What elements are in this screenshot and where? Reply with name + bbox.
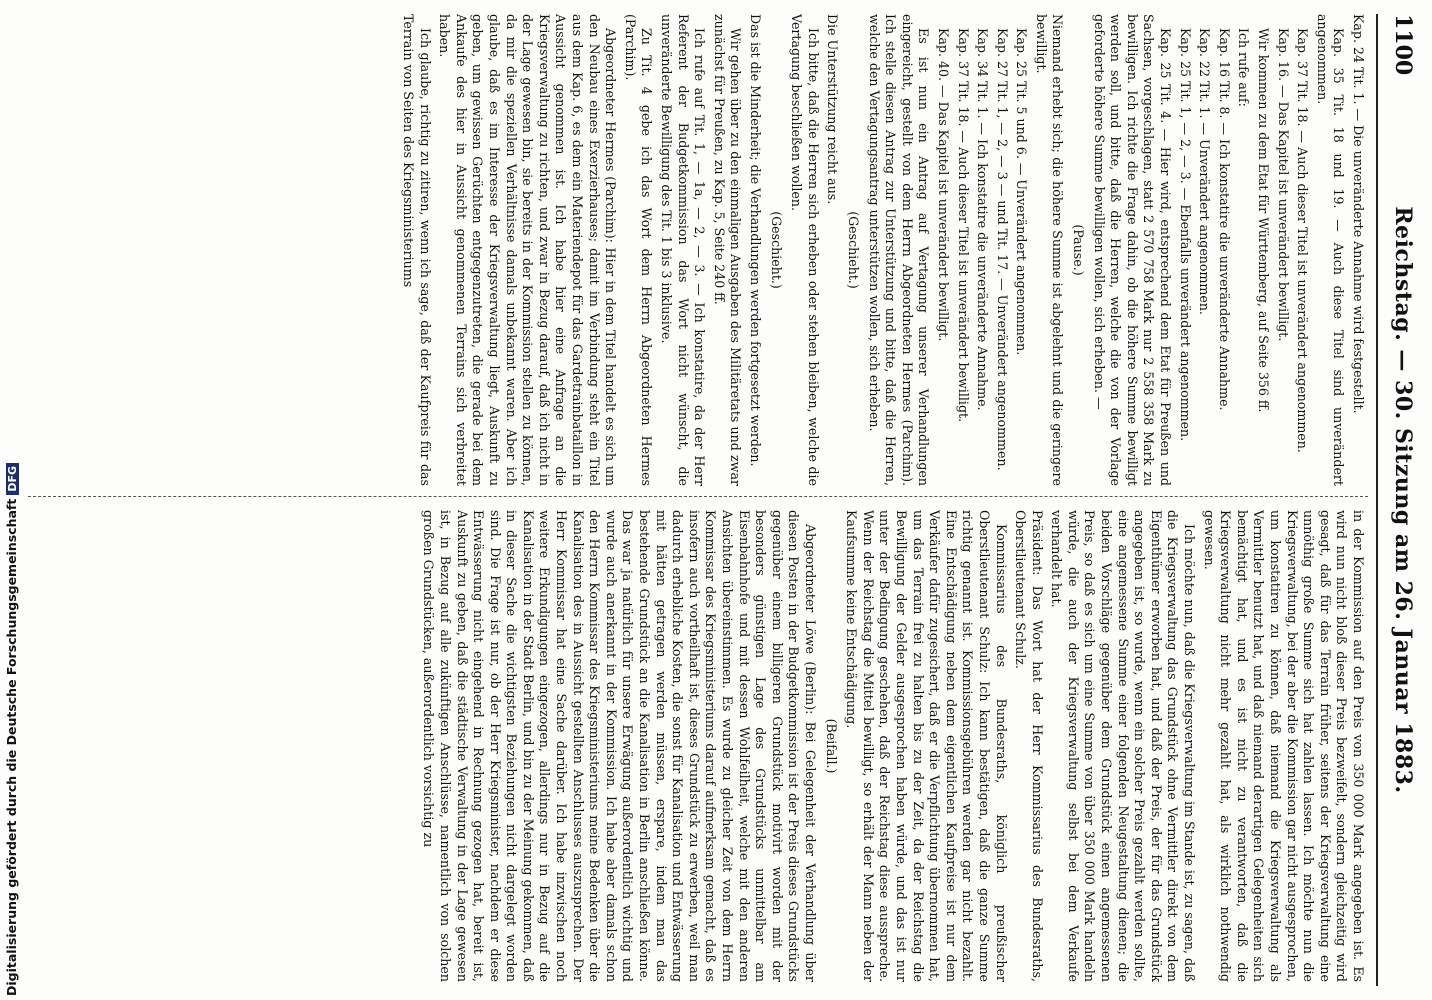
paragraph: Kap. 25 Tit. 1, — 2, — 3. — Ebenfalls unverändert angenommen.	[1177, 28, 1193, 442]
paragraph: Kap. 25 Tit. 5 und 6. — Unverändert angenommen.	[1014, 28, 1030, 356]
paragraph: Kap. 25 Tit. 4. — Hier wird, entsprechend dem Etat für Preußen und Sachsen, vorgeschlagen, statt 2 570 758 Mark nur 2 558 358 Mark zu bewilligen. Ich richte die Frage dahin, ob die höhere Summe bewilligt werden soll, und bitte, daß die Herren, welche die von der Vorlage geforderte höhere Summe bewilligen wollen, sich erheben. —	[1091, 14, 1174, 486]
paragraph: Kap. 40. — Das Kapitel ist unverändert bewilligt.	[935, 28, 951, 342]
column-separator	[28, 496, 1368, 497]
header-rule	[1376, 14, 1378, 986]
paragraph: in der Kommission auf den Preis von 350 000 Mark angegeben ist. Es wird nun nicht bloß dieser Preis bezweifelt, sondern gleichzeitig wird gesagt, daß für das Terrain früher, seitens der Kriegsverwaltung eine unnöthig große Summe sich hat zahlen lassen. Ich möchte nun die Kriegsverwaltung, bei der aber die Kommission gar nicht ausgesprochen, um konstatiren zu können, daß niemand die Kriegsverwaltung als Vermittler benutzt hat, und daß niemand derartigen Gelegenheiten sich bemächtigt hat, und es ist nicht zu verantworten, daß die Kriegsverwaltung nicht mehr gezahlt hat, als wirklich nothwendig gewesen.	[1201, 510, 1366, 982]
paragraph: Kap. 34 Tit. 1. — Ich konstatire die unveränderte Annahme.	[975, 28, 991, 411]
paragraph: Kap. 37 Tit. 18. — Auch dieser Titel ist unverändert bewilligt.	[955, 28, 971, 423]
paragraph: Ich glaube, richtig zu zitiren, wenn ich sage, daß der Kaufpreis für das Terrain von Seiten des Kriegsministeriums	[401, 14, 433, 486]
page-number: 1100	[1390, 14, 1416, 76]
paragraph: Kap. 27 Tit. 1, — 2, — 3 — und Tit. 17. — Unverändert angenommen.	[994, 28, 1010, 471]
sponsor-strip	[0, 0, 30, 1000]
paragraph: Abgeordneter Löwe (Berlin): Bei Gelegenheit der Verhandlung über diesen Posten in der Budgetkommission ist der Preis dieses Grundstücks gegenüber einem billigeren Grundstück motivirt worden mit der besonders günstigen Lage des Grundstücks unmittelbar am Eisenbahnhofe und mit dessen Wohlfeilheit, welche mit den anderen Ansichten übereinstimmen. Es wurde zu gleicher Zeit von dem Herrn Kommissar des Kriegsministeriums darauf aufmerksam gemacht, daß es insofern auch vortheilhaft ist, dieses Grundstück zu erwerben, weil man dadurch erhebliche Kosten, die sonst für Kanalisation und Entwässerung mit hätten getragen werden müssen, erspare, indem man das bestehende Grundstück an die Kanalisation in Berlin anschließen könne. Das war ja natürlich für unsere Erwägung außerordentlich wichtig und wurde auch anerkannt in der Kommission. Ich habe aber damals schon den Herrn Kommissar des Kriegsministeriums meine Bedenken über die Kanalisation des in Aussicht gestellten Anschlusses auszusprechen. Der Herr Kommissar hat eine Sache darüber. Ich habe inzwischen noch weitere Erkundigungen eingezogen, allerdings nur in Bezug auf die Kanalisation in der Stadt Berlin, und bin zu der Meinung gekommen, daß in dieser Sache die wichtigsten Beziehungen nicht dargelegt worden sind. Die Frage ist nur, ob der Herr Kriegsminister, nachdem er diese Entwässerung nicht eingehend in Rechnung gezogen hat, bereit ist, Auskunft zu geben, daß die städtische Verwaltung in der Lage gewesen ist, in Bezug auf alle zukünftigen Anschlüsse, namentlich von solchen großen Grundstücken, außerordentlich vorsichtig zu	[421, 510, 818, 982]
paragraph: Kap. 16 Tit. 8. — Ich konstatire die unveränderte Annahme.	[1216, 28, 1232, 411]
sponsor-note	[4, 463, 19, 996]
page-header	[1374, 14, 1422, 986]
paragraph: Ich rufe auf:	[1236, 28, 1252, 107]
paragraph: Präsident: Das Wort hat der Herr Kommissarius des Bundesraths, Oberstlieutenant Schulz.	[1013, 510, 1045, 982]
sponsor-text: Digitalisierung gefördert durch die Deutsche Forschungsgemeinschaft	[4, 498, 19, 996]
paragraph: (Pause.)	[1071, 224, 1087, 276]
paragraph: Das ist die Minderheit; die Verhandlungen werden fortgesetzt werden.	[748, 14, 763, 467]
paragraph: Wir kommen zu dem Etat für Württemberg, auf Seite 356 ff.	[1256, 28, 1272, 413]
paragraph: (Beifall.)	[823, 718, 839, 774]
paragraph: Wir gehen über zu den einmaligen Ausgaben des Militäretats und zwar zunächst für Preußen, zu Kap. 5, Seite 240 ff.	[711, 14, 744, 486]
paragraph: Zu Tit. 4 gebe ich das Wort dem Herrn Abgeordneten Hermes (Parchim).	[622, 14, 655, 486]
paragraph: Niemand erhebt sich; die höhere Summe ist abgelehnt und die geringere bewilligt.	[1033, 14, 1066, 486]
paragraph: (Geschieht.)	[845, 211, 861, 289]
paragraph: Kap. 24 Tit. 1. — Die unveränderte Annahme wird festgestellt.	[1351, 14, 1366, 414]
paragraph: Kap. 37 Tit. 18. — Auch dieser Titel ist unverändert angenommen.	[1295, 28, 1311, 453]
paragraph: Es ist nun ein Antrag auf Vertagung unserer Verhandlungen eingereicht, gestellt von dem Herrn Abgeordneten Hermes (Parchim). Ich stelle diesen Antrag zur Unterstützung und bitte, daß die Herren, welche den Vertagungsantrag unterstützen wollen, sich erheben.	[866, 14, 932, 486]
right-column	[26, 510, 1366, 982]
paragraph: Kommissarius des Bundesraths, königlich preußischer Oberstlieutenant Schulz: Ich kann bestätigen, daß die ganze Summe richtig genannt ist. Kommissionsgebühren werden gar nicht bezahlt. Eine Entschädigung neben dem eigentlichen Kaufpreise ist nur dem Verkäufer dafür zugesichert, daß er die Verpflichtung übernommen hat, um das Terrain frei zu halten bis zu der Zeit, da der Reichstag die Bewilligung der Gelder ausgesprochen haben würde, und das ist nur unter der Bedingung geschehen, daß der Reichstag diese ausspreche. Wenn der Reichstag die Mittel bewilligt, so erhält der Mann neben der Kaufsumme keine Entschädigung.	[844, 510, 1009, 982]
paragraph: Die Unterstützung reicht aus.	[825, 14, 841, 205]
paragraph: (Geschieht.)	[768, 211, 784, 289]
paragraph: Ich möchte nun, daß die Kriegsverwaltung im Stande ist, zu sagen, daß die Kriegsverwaltung das Grundstück ohne Vermittler direkt von dem Eigenthümer erworben hat, und daß der Preis, der für das Grundstück angegeben ist, so wurde, wenn ein solcher Preis gezahlt werden sollte, eine angemessene Summe einer folgenden Neugestaltung dienen; die beiden Vorschläge gegenüber dem Grundstück einen angemessenen Preis, so daß es sich um eine Summe von über 350 000 Mark handeln würde, die auch der Kriegsverwaltung selbst bei dem Verkaufe verhandelt hat.	[1049, 510, 1198, 982]
paragraph: Kap. 35 Tit. 18 und 19. — Auch diese Titel sind unverändert angenommen.	[1314, 14, 1347, 486]
paragraph: Ich rufe auf Tit. 1, — 1a, — 2, — 3. — Ich konstatire, da der Herr Referent der Budgetkommission das Wort nicht wünscht, die unveränderte Bewilligung des Tit. 1 bis 3 inklusive.	[659, 14, 708, 486]
left-column	[26, 14, 1366, 486]
paragraph: Kap. 22 Tit. 1. — Unverändert angenommen.	[1197, 28, 1213, 315]
running-head: Reichstag. — 30. Sitzung am 26. Januar 1883.	[1390, 206, 1416, 794]
paragraph: Kap. 16. — Das Kapitel ist unverändert bewilligt.	[1275, 28, 1291, 342]
paragraph: Ich bitte, daß die Herren sich erheben oder stehen bleiben, welche die Vertagung beschließen wollen.	[789, 14, 821, 486]
paragraph: Abgeordneter Hermes (Parchim): Hier in dem Titel handelt es sich um den Neubau eines Exerzierhauses; damit im Verbindung steht ein Titel aus dem Kap. 6, es dem ein Materiendepot für das Gardetrainbataillon in Aussicht genommen ist. Ich habe hier eine Anfrage an die Kriegsverwaltung zu richten, und zwar in Bezug darauf, daß ich nicht in der Lage gewesen bin, sie bereits in der Kommission stellen zu können, da mir die speziellen Verhältnisse damals unbekannt waren. Aber ich glaube, daß es im Interesse der Kriegsverwaltung liegt, Auskunft zu geben, um gewissen Gerüchten entgegenzutreten, die gerade bei dem Ankaufe des hier in Aussicht genommenen Terrains sich verbreitet haben.	[437, 14, 619, 486]
dfg-logo: DFG	[6, 463, 19, 495]
